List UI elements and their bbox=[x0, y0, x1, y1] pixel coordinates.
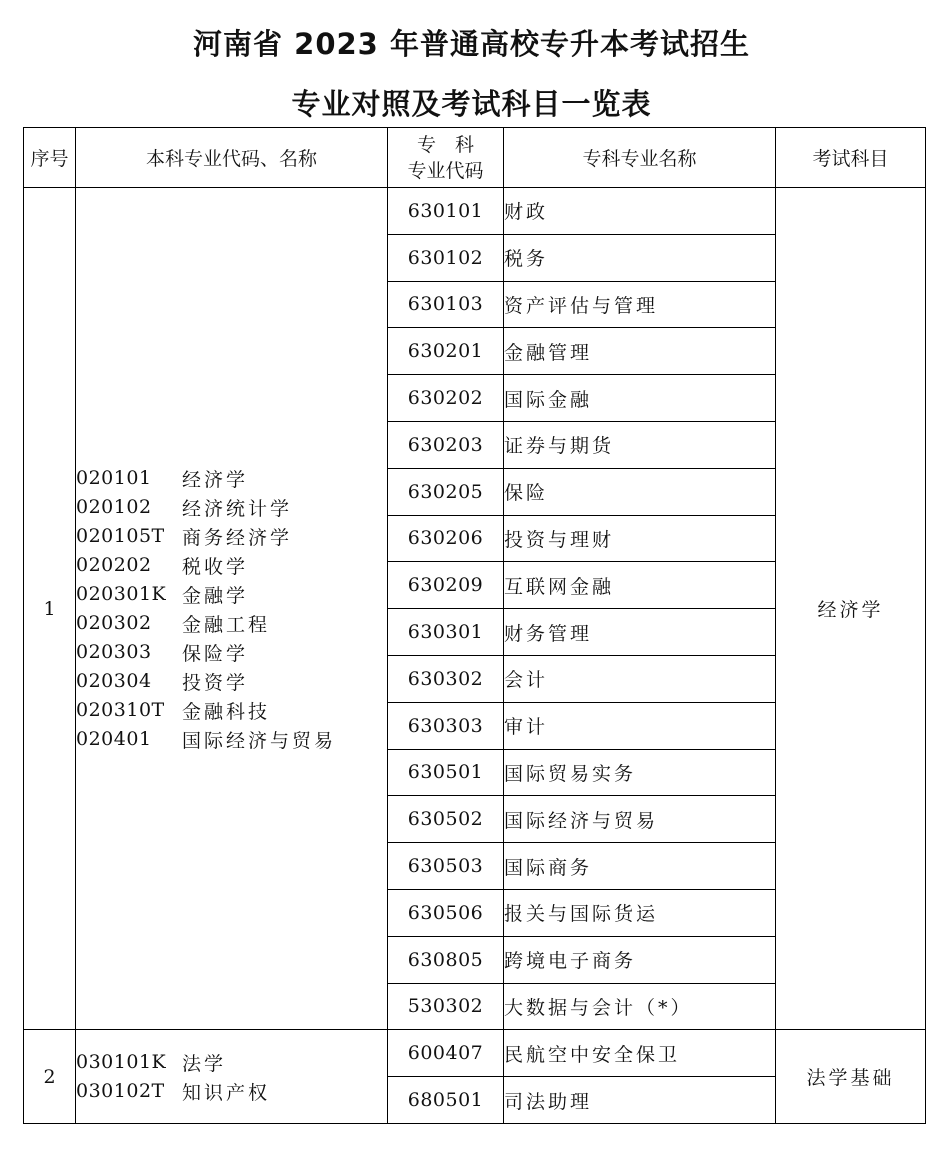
zhuanke-code: 630502 bbox=[388, 796, 504, 843]
zhuanke-name: 税务 bbox=[504, 234, 776, 281]
bachelor-list bbox=[76, 188, 388, 1030]
zhuanke-code: 630209 bbox=[388, 562, 504, 609]
zhuanke-code: 630303 bbox=[388, 702, 504, 749]
table-row bbox=[24, 1030, 926, 1077]
zhuanke-code: 680501 bbox=[388, 1077, 504, 1124]
zhuanke-code: 630205 bbox=[388, 468, 504, 515]
zhuanke-name: 证券与期货 bbox=[504, 421, 776, 468]
zhuanke-name: 报关与国际货运 bbox=[504, 889, 776, 936]
header-row bbox=[24, 128, 926, 188]
header-zhuanke-name: 专科专业名称 bbox=[504, 128, 776, 188]
bachelor-name: 税收学 bbox=[182, 555, 249, 578]
table-row bbox=[24, 188, 926, 235]
bachelor-item bbox=[76, 551, 387, 580]
header-bachelor: 本科专业代码、名称 bbox=[76, 128, 388, 188]
major-table bbox=[23, 127, 926, 1124]
bachelor-code: 020301K bbox=[76, 583, 167, 606]
bachelor-item bbox=[76, 667, 387, 696]
zhuanke-name: 财政 bbox=[504, 188, 776, 235]
zhuanke-name: 民航空中安全保卫 bbox=[504, 1030, 776, 1077]
zhuanke-code: 600407 bbox=[388, 1030, 504, 1077]
bachelor-item bbox=[76, 464, 387, 493]
bachelor-code: 020304 bbox=[76, 670, 152, 693]
header-code-line2: 专业代码 bbox=[407, 159, 484, 182]
header-seq: 序号 bbox=[24, 128, 76, 188]
group-seq: 2 bbox=[24, 1030, 76, 1124]
zhuanke-code: 630203 bbox=[388, 421, 504, 468]
bachelor-name: 经济学 bbox=[182, 468, 249, 491]
header-subject: 考试科目 bbox=[776, 128, 926, 188]
title-line-1: 河南省 2023 年普通高校专升本考试招生 bbox=[193, 27, 750, 61]
zhuanke-code: 630503 bbox=[388, 843, 504, 890]
bachelor-name: 商务经济学 bbox=[182, 526, 293, 549]
header-zhuanke-code bbox=[388, 128, 504, 188]
zhuanke-code: 530302 bbox=[388, 983, 504, 1030]
zhuanke-code: 630501 bbox=[388, 749, 504, 796]
exam-subject: 经济学 bbox=[776, 188, 926, 1030]
bachelor-item bbox=[76, 609, 387, 638]
bachelor-name: 法学 bbox=[182, 1052, 227, 1075]
zhuanke-name: 国际金融 bbox=[504, 375, 776, 422]
exam-subject: 法学基础 bbox=[776, 1030, 926, 1124]
bachelor-code: 020303 bbox=[76, 641, 152, 664]
bachelor-code: 020302 bbox=[76, 612, 152, 635]
bachelor-code: 020401 bbox=[76, 728, 152, 751]
bachelor-code: 020101 bbox=[76, 467, 152, 490]
zhuanke-code: 630101 bbox=[388, 188, 504, 235]
bachelor-name: 国际经济与贸易 bbox=[182, 729, 337, 752]
zhuanke-name: 互联网金融 bbox=[504, 562, 776, 609]
title-line-2: 专业对照及考试科目一览表 bbox=[291, 87, 652, 121]
zhuanke-name: 财务管理 bbox=[504, 609, 776, 656]
bachelor-item bbox=[76, 522, 387, 551]
zhuanke-code: 630206 bbox=[388, 515, 504, 562]
zhuanke-name: 投资与理财 bbox=[504, 515, 776, 562]
zhuanke-code: 630301 bbox=[388, 609, 504, 656]
bachelor-code: 030101K bbox=[76, 1051, 167, 1074]
bachelor-item bbox=[76, 725, 387, 754]
zhuanke-code: 630202 bbox=[388, 375, 504, 422]
bachelor-item bbox=[76, 493, 387, 522]
zhuanke-name: 资产评估与管理 bbox=[504, 281, 776, 328]
bachelor-name: 金融学 bbox=[182, 584, 249, 607]
zhuanke-name: 保险 bbox=[504, 468, 776, 515]
bachelor-code: 020310T bbox=[76, 699, 165, 722]
header-code-line1: 专 科 bbox=[416, 133, 474, 156]
bachelor-item bbox=[76, 696, 387, 725]
zhuanke-name: 审计 bbox=[504, 702, 776, 749]
bachelor-code: 030102T bbox=[76, 1080, 165, 1103]
zhuanke-code: 630103 bbox=[388, 281, 504, 328]
zhuanke-name: 国际商务 bbox=[504, 843, 776, 890]
bachelor-item bbox=[76, 638, 387, 667]
group-seq: 1 bbox=[24, 188, 76, 1030]
bachelor-code: 020102 bbox=[76, 496, 152, 519]
zhuanke-name: 国际经济与贸易 bbox=[504, 796, 776, 843]
zhuanke-name: 跨境电子商务 bbox=[504, 936, 776, 983]
bachelor-item bbox=[76, 580, 387, 609]
bachelor-name: 知识产权 bbox=[182, 1081, 271, 1104]
zhuanke-name: 会计 bbox=[504, 655, 776, 702]
bachelor-item bbox=[76, 1048, 387, 1077]
zhuanke-code: 630506 bbox=[388, 889, 504, 936]
zhuanke-code: 630201 bbox=[388, 328, 504, 375]
bachelor-name: 金融科技 bbox=[182, 700, 271, 723]
bachelor-name: 经济统计学 bbox=[182, 497, 293, 520]
zhuanke-name: 金融管理 bbox=[504, 328, 776, 375]
zhuanke-name: 大数据与会计（*） bbox=[504, 983, 776, 1030]
bachelor-code: 020105T bbox=[76, 525, 165, 548]
bachelor-list bbox=[76, 1030, 388, 1124]
bachelor-code: 020202 bbox=[76, 554, 152, 577]
zhuanke-code: 630805 bbox=[388, 936, 504, 983]
bachelor-name: 投资学 bbox=[182, 671, 249, 694]
zhuanke-code: 630102 bbox=[388, 234, 504, 281]
zhuanke-name: 司法助理 bbox=[504, 1077, 776, 1124]
bachelor-item bbox=[76, 1077, 387, 1106]
zhuanke-name: 国际贸易实务 bbox=[504, 749, 776, 796]
zhuanke-code: 630302 bbox=[388, 655, 504, 702]
bachelor-name: 保险学 bbox=[182, 642, 249, 665]
bachelor-name: 金融工程 bbox=[182, 613, 271, 636]
